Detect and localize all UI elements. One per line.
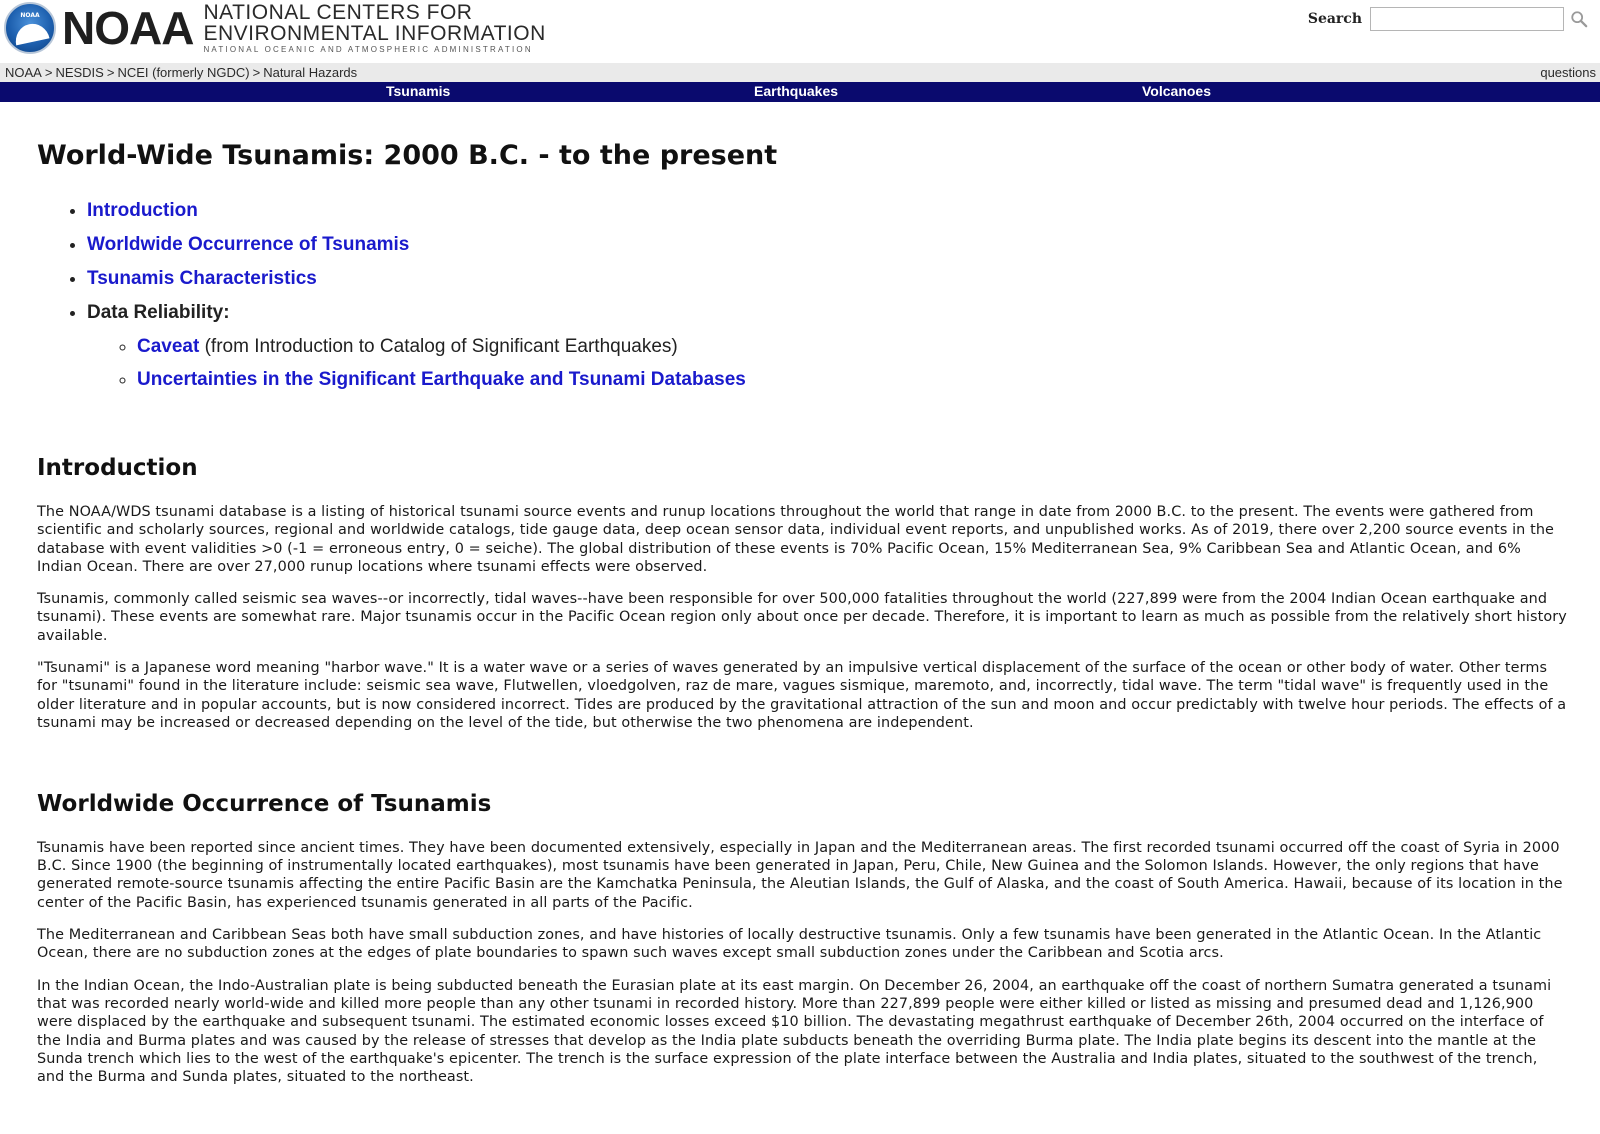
- toc-link-uncertainties[interactable]: Uncertainties in the Significant Earthquake and Tsunami Databases: [137, 369, 746, 391]
- search-icon[interactable]: [1570, 10, 1588, 28]
- toc-item: [87, 296, 1567, 396]
- breadcrumb-ncei[interactable]: NCEI (formerly NGDC): [117, 65, 250, 80]
- toc-link-occurrence[interactable]: Worldwide Occurrence of Tsunamis: [87, 234, 410, 256]
- toc-link-caveat[interactable]: Caveat: [137, 336, 200, 358]
- intro-paragraph-1: The NOAA/WDS tsunami database is a listing of historical tsunami source events and runup locations throughout the world that range in date from 2000 B.C. to the present. The events were gathered from scientific and scholarly sources, regional and worldwide catalogs, tide gauge data, deep ocean sensor data, individual event reports, and unpublished works. As of 2019, there over 2,200 source events in the database with event validities >0 (-1 = erroneous entry, 0 = seiche). The global distribution of these events is 70% Pacific Ocean, 15% Mediterranean Sea, 9% Caribbean Sea and Atlantic Ocean, and 6% Indian Ocean. There are over 27,000 runup locations where tsunami effects were observed.: [37, 503, 1554, 575]
- search-area: [1308, 7, 1588, 31]
- table-of-contents: [37, 194, 1567, 396]
- toc-link-introduction[interactable]: Introduction: [87, 200, 198, 222]
- toc-item: [87, 228, 1567, 262]
- toc-subitem: [137, 330, 1567, 363]
- hazards-nav: [0, 82, 1600, 102]
- toc-item: [87, 194, 1567, 228]
- nav-tsunamis[interactable]: Tsunamis: [386, 83, 451, 99]
- noaa-emblem-icon: [4, 2, 56, 54]
- ncei-line-3: NATIONAL OCEANIC AND ATMOSPHERIC ADMINISTRATION: [203, 45, 533, 54]
- toc-item: [87, 262, 1567, 296]
- questions-link[interactable]: questions: [1540, 65, 1596, 80]
- breadcrumb-separator: >: [44, 65, 53, 80]
- breadcrumb-noaa[interactable]: NOAA: [5, 65, 42, 80]
- breadcrumb-nesdis[interactable]: NESDIS: [55, 65, 104, 80]
- emblem-text: NOAA: [20, 12, 40, 19]
- toc-subitem: [137, 363, 1567, 396]
- site-header: [0, 0, 1600, 63]
- section-title-introduction: Introduction: [37, 455, 198, 482]
- toc-link-characteristics[interactable]: Tsunamis Characteristics: [87, 268, 317, 290]
- breadcrumb-separator: >: [252, 65, 261, 80]
- breadcrumb-separator: >: [106, 65, 115, 80]
- intro-paragraph-3: "Tsunami" is a Japanese word meaning "harbor wave." It is a water wave or a series of waves generated by an impulsive vertical displacement of the surface of the ocean or other body of water. Other terms for "tsunami" found in the literature include: seismic sea wave, Flutwellen, vloedgolven, raz de mare, vagues sismique, maremoto, and, incorrectly, tidal wave. The term "tidal wave" is frequently used in the older literature and in popular accounts, but is now considered incorrect. Tides are produced by the gravitational attraction of the sun and moon and occur predictably with twelve hour periods. The effects of a tsunami may be increased or decreased depending on the level of the tide, but otherwise the two phenomena are independent.: [37, 660, 1567, 731]
- occurrence-paragraph-3: In the Indian Ocean, the Indo-Australian plate is being subducted beneath the Eurasian plate at its east margin. On December 26, 2004, an earthquake off the coast of northern Sumatra generated a tsunami that was recorded nearly world-wide and killed more people than any other tsunami in recorded history. More than 227,899 people were either killed or listed as missing and presumed dead and 1,126,900 were displaced by the earthquake and subsequent tsunami. The estimated economic losses exceed $10 billion. The devastating megathrust earthquake of December 26th, 2004 occurred on the interface of the India and Burma plates and was caused by the release of stresses that develop as the India plate subducts beneath the overriding Burma plate. The India plate begins its descent into the mantle at the Sunda trench which lies to the west of the earthquake's epicenter. The trench is the surface expression of the plate interface between the Australia and India plates, situated to the southwest of the trench, and the Burma and Sunda plates, situated to the northeast.: [37, 977, 1552, 1086]
- breadcrumb-natural-hazards[interactable]: Natural Hazards: [263, 65, 358, 80]
- toc-data-reliability: Data Reliability:: [87, 302, 230, 324]
- page-title: World-Wide Tsunamis: 2000 B.C. - to the present: [37, 140, 778, 171]
- breadcrumb: [0, 63, 1600, 82]
- noaa-logo[interactable]: [4, 2, 546, 54]
- caveat-note: (from Introduction to Catalog of Significant Earthquakes): [199, 336, 678, 358]
- ncei-line-2: ENVIRONMENTAL INFORMATION: [203, 22, 546, 45]
- nav-earthquakes[interactable]: Earthquakes: [754, 83, 839, 99]
- ncei-title: [203, 2, 545, 54]
- intro-paragraph-2: Tsunamis, commonly called seismic sea waves--or incorrectly, tidal waves--have been responsible for over 500,000 fatalities throughout the world (227,899 were from the 2004 Indian Ocean earthquake and tsunami). These events are somewhat rare. Major tsunamis occur in the Pacific Ocean region only about once per decade. Therefore, it is important to learn as much as possible from the relatively short history available.: [37, 591, 1567, 644]
- occurrence-paragraph-1: Tsunamis have been reported since ancient times. They have been documented extensively, especially in Japan and the Mediterranean areas. The first recorded tsunami occurred off the coast of Syria in 2000 B.C. Since 1900 (the beginning of instrumentally located earthquakes), most tsunamis have been generated in Japan, Peru, Chile, New Guinea and the Solomon Islands. However, the only regions that have generated remote-source tsunamis affecting the entire Pacific Basin are the Kamchatka Peninsula, the Aleutian Islands, the Gulf of Alaska, and the coast of South America. Hawaii, because of its location in the center of the Pacific Basin, has experienced tsunamis generated in all parts of the Pacific.: [37, 839, 1563, 911]
- occurrence-paragraph-2: The Mediterranean and Caribbean Seas both have small subduction zones, and have histories of locally destructive tsunamis. Only a few tsunamis have been generated in the Atlantic Ocean. In the Atlantic Ocean, there are no subduction zones at the edges of plate boundaries to spawn such waves except small subduction zones under the Caribbean and Scotia arcs.: [37, 927, 1542, 962]
- noaa-wordmark: NOAA: [62, 2, 194, 54]
- search-label: Search: [1307, 11, 1362, 27]
- ncei-line-1: NATIONAL CENTERS FOR: [203, 1, 473, 24]
- nav-volcanoes[interactable]: Volcanoes: [1142, 83, 1211, 99]
- main-content: [37, 102, 1567, 1086]
- toc-sublist: [87, 330, 1567, 396]
- search-input[interactable]: [1370, 7, 1564, 31]
- section-title-occurrence: Worldwide Occurrence of Tsunamis: [37, 791, 492, 818]
